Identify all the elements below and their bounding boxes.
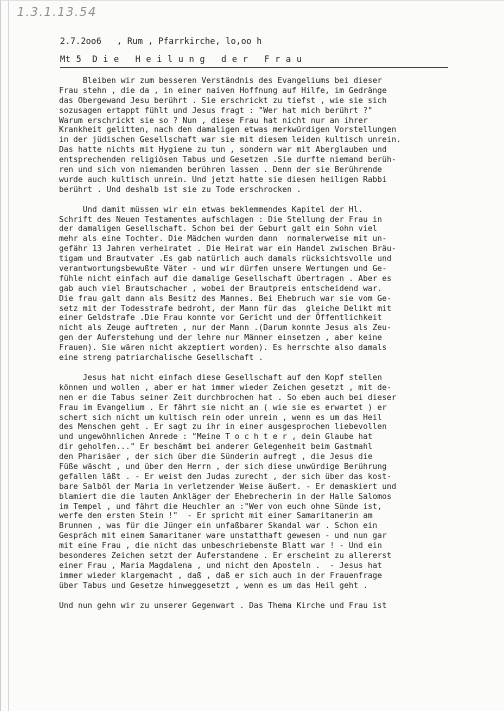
text-line: gab auch viel Brautschacher , wobei der Brautpreis entscheidend war. [59, 283, 383, 293]
text-line: Warum erschrickt sie so ? Nun , diese Frau hat nicht nur an ihrer [59, 115, 368, 125]
title-underline [60, 67, 448, 68]
text-line: Bleiben wir zum besseren Verständnis des Evangeliums bei dieser [59, 76, 383, 85]
text-line: Gespräch mit einem Samaritaner ware unstatthaft gewesen - und nun gar [59, 531, 387, 541]
text-line: Frau im Evangelium . Er fährt sie nicht an ( wie sie es erwartet ) er [59, 402, 387, 412]
text-line: ren und sich von niemanden berühren lassen . Denn der sie Berührende [59, 165, 383, 175]
body-paragraph [59, 205, 484, 363]
text-line: werfe den ersten Stein !" - Er spricht mit einer Samaritanerin am [59, 511, 373, 521]
text-line: schert sich nicht um kultisch rein oder unrein , wenn es um das Heil [59, 412, 383, 422]
text-line: gen der Auferstehung und der lehre nur Männer einsetzen , aber keine [59, 333, 383, 343]
paragraph-gap [59, 195, 484, 205]
text-line: können und wollen , aber er hat immer wieder Zeichen gesetzt , mit de- [59, 382, 392, 392]
sermon-title: Mt 5 D i e H e i l u n g d e r F r a u [60, 55, 302, 65]
text-line: Krankheit gelitten, nach den damaligen etwas merkwürdigen Vorstellungen [59, 125, 397, 135]
text-line: tigam und Brautvater .Es gab natürlich auch damals rücksichtsvolle und [59, 254, 392, 264]
text-line: einer Geldstrafe .Die Frau konnte vor Gericht und der Öffentlichkeit [59, 313, 383, 323]
text-line: des Menschen geht . Er sagt zu ihr in einer ausgesprochen liebevollen [59, 422, 387, 432]
text-line: bare Salböl der Maria in verletzender Weise äußert. - Er demaskiert und [59, 481, 397, 491]
handwritten-note: 1.3.1.13.54 [17, 5, 97, 19]
text-line: Die frau galt dann als Besitz des Mannes. Bei Ehebruch war sie vom Ge- [59, 293, 392, 303]
text-line: berührt . Und deshalb ist sie zu Tode erschrocken . [59, 184, 302, 194]
text-line: Frauen). Sie wären nicht akzeptiert worden). Es herrschte also damals [59, 343, 387, 353]
page-edge-line [8, 1, 9, 711]
text-line: gefallen läßt . - Er weist den Judas zurecht , der sich über das kost- [59, 471, 392, 481]
paragraph-gap [59, 591, 484, 601]
text-line: in der jüdischen Gesellschaft war sie mit diesem leiden kultisch unrein. [59, 135, 402, 145]
text-line: den Pharisäer , der sich über die Sünderin aufregt , die Jesus die [59, 452, 373, 462]
text-line: sozusagen ertappt fühlt und Jesus fragt : "Wer hat mich berührt ?" [59, 105, 373, 115]
text-line: und ungewöhnlichen Anrede : "Meine T o c h t e r , dein Glaube hat [59, 432, 373, 442]
paragraph-gap [59, 363, 484, 373]
text-line: über Tabus und Gesetze hinweggesetzt , wenn es um das Heil geht . [59, 580, 368, 590]
text-line: nen er die Tabus seiner Zeit durchbrochen hat . So eben auch bei dieser [59, 392, 397, 402]
text-line: Frau stehn , die da , in einer naiven Hoffnung auf Hilfe, im Gedränge [59, 85, 387, 95]
text-line: fühle nicht einfach auf die damalige Gesellschaft übertragen . Aber es [59, 273, 392, 283]
text-line: das Obergewand Jesu berührt . Sie erschrickt zu tiefst , wie sie sich [59, 95, 387, 105]
text-line: der damaligen Gesellschaft. Schon bei der Geburt galt ein Sohn viel [59, 224, 378, 234]
text-line: Jesus hat nicht einfach diese Gesellschaft auf den Kopf stellen [59, 372, 383, 382]
text-line: verantwortungsbewußte Väter - und wir dürfen unsere Wertungen und Ge- [59, 264, 387, 274]
date-location-line: 2.7.2oo6 , Rum , Pfarrkirche, lo,oo h [60, 37, 262, 47]
text-line: gefähr 13 Jahren verheiratet . Die Heirat war ein Handel zwischen Bräu- [59, 244, 397, 254]
text-line: nicht als Zeuge auftreten , nur der Mann .(Darum konnte Jesus als Zeu- [59, 323, 392, 333]
text-line: Und damit müssen wir ein etwas beklemmendes Kapitel der Hl. [59, 204, 364, 214]
text-line: Füße wäscht , und über den Herrn , der sich diese unwürdige Berührung [59, 461, 387, 471]
text-line: mit eine Frau , die nicht das unbeschriebenste Blatt war ! - Und ein [59, 541, 383, 551]
text-line: Und nun gehn wir zu unserer Gegenwart . Das Thema Kirche und Frau ist [59, 600, 387, 610]
text-line: setz mit der Todesstrafe bedroht, der Mann für das gleiche Delikt mit [59, 303, 392, 313]
sermon-body [59, 76, 484, 610]
text-line: immer wieder klargemacht , daß , daß er sich auch in der Frauenfrage [59, 570, 383, 580]
text-line: eine streng patriarchalische Gesellschaft . [59, 353, 264, 363]
text-line: einer Frau , Maria Magdalena , und nicht den Aposteln . - Jesus hat [59, 560, 383, 570]
body-paragraph [59, 601, 484, 611]
text-line: im Tempel , und fährt die Heuchler an :"Wer von euch ohne Sünde ist, [59, 501, 383, 511]
text-line: blamiert die die lauten Ankläger der Ehebrecherin in der Halle Salomos [59, 491, 392, 501]
body-paragraph [59, 373, 484, 591]
text-line: wurde auch kultisch unrein. Und jetzt hatte sie diesen heiligen Rabbi [59, 174, 387, 184]
text-line: entsprechenden religiösen Tabus und Gesetzen .Sie durfte niemand berüh- [59, 155, 397, 165]
text-line: Brunnen , was für die Jünger ein unfaßbarer Skandal war . Schon ein [59, 521, 378, 531]
text-line: besonderes Zeichen setzt der Auferstandene . Er erscheint zu allererst [59, 550, 392, 560]
text-line: dir geholfen..." Er beschämt bei anderer Gelegenheit beim Gastmahl [59, 442, 373, 452]
text-line: Schrift des Neuen Testamentes aufschlagen : Die Stellung der Frau in [59, 214, 383, 224]
text-line: mehr als eine Tochter. Die Mädchen wurden dann normalerweise mit un- [59, 234, 387, 244]
text-line: Das hatte nichts mit Hygiene zu tun , sondern war mit Aberglauben und [59, 145, 387, 155]
body-paragraph [59, 76, 484, 195]
